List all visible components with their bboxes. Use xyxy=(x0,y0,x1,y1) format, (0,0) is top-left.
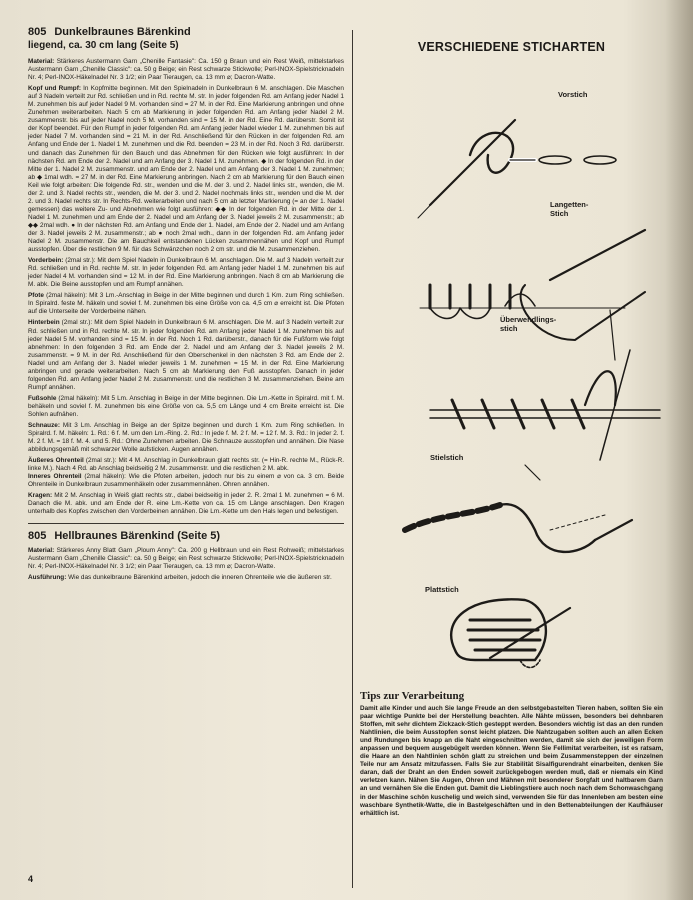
section2-ausfuehrung-paragraph: Ausführung: Wie das dunkelbraune Bärenkind arbeiten, jedoch die inneren Ohrenteile wie die äußeren str. xyxy=(28,573,332,581)
vorderbein-paragraph: Vorderbein: (2mal str.): Mit dem Spiel Nadeln in Dunkelbraun 6 M. anschlagen. Die M. auf 3 Nadeln verteilt zur Rd. schließen und in Rd. rechte M. str. In jeder folgenden Rd. am Anfang jeder Nadel 1 M. zunehmen bis auf jeder Nadel 4 M. vorhanden sind = 12 M. in der Rd. Eine Markierung anbringen. Nach 8 cm ab Markierung die M. abk. Die Beine ausstopfen und am Rumpf annähen. xyxy=(28,257,344,289)
stielstich-label: Stielstich xyxy=(430,453,464,462)
section1-heading xyxy=(28,26,344,39)
material-paragraph: Material: Stärkeres Austermann Garn „Chenille Fantasie": Ca. 150 g Braun und ein Rest Weiß, mittelstarkes Austermann Garn „Chenille Classic": ca. 50 g Beige; ein Rest schwarze Stickwolle; Perl-INOX-Spielstricknadeln Nr. 4; Perl-INOX-Häkelnadel Nr. 3 1/2; ein Paar Tieraugen, ca. 13 mm ⌀; Dacron-Watte. xyxy=(28,58,344,82)
page-number: 4 xyxy=(28,874,34,884)
langettenstich-illustration xyxy=(420,230,645,360)
section1-subtitle: liegend, ca. 30 cm lang (Seite 5) xyxy=(28,40,179,51)
kragen-paragraph: Kragen: Mit 2 M. Anschlag in Weiß glatt rechts str., dabei beidseitig in jeder 2. R. 2mal 1 M. zunehmen = 6 M. Danach die M. abk. und am Ende der R. eine Lm.-Kette von ca. 15 cm Länge anschlagen. Den Kragen unterhalb des Kopfes zwischen den Vorderbeinen annähen. Die Lm.-Kette um den Hals legen und befestigen. xyxy=(28,492,344,516)
stitches-column xyxy=(360,40,663,890)
fusssohle-paragraph: Fußsohle (2mal häkeln): Mit 5 Lm. Anschlag in Beige in der Mitte beginnen. Die Lm.-Kette in Spiralrd. mit f. M. behäkeln und soviel f. M. zunehmen bis eine Größe von ca. 5,5 cm Länge und 4 cm Breite erreicht ist. Die Sohlen aufnähen. xyxy=(28,394,344,418)
stitch-illustrations xyxy=(360,60,663,690)
stitches-title: VERSCHIEDENE STICHARTEN xyxy=(417,40,606,54)
pattern-instructions-column xyxy=(28,26,344,896)
ueberwendlingsstich-illustration xyxy=(430,350,660,460)
tips-heading: Tips zur Verarbeitung xyxy=(360,690,465,702)
kopf-rumpf-paragraph: Kopf und Rumpf: In Kopfmitte beginnen. Mit den Spielnadeln in Dunkelbraun 6 M. anschlagen. Die Maschen auf 3 Nadeln verteilt zur Rd. schließen und in Rd. rechte M. str. In jeder folgenden Rd. am Anfang jeder Nadel 1 M. zunehmen bis auf jeder Nadel 9 M. vorhanden sind = 27 M. in der Rd. Eine Markierung anbringen und ohne Zunehmen weiterarbeiten. Nach 5 cm ab Markierung in jeder folgenden Rd. am Anfang jeder Nadel 2 M. zusammenstr. bis auf jeder Nadel noch 5 M. vorhanden sind = 15 M. in der Rd. Eine Rd. darüberstr. Somit ist der Kopf beendet. Für den Rumpf in jeder folgenden Rd. am Anfang jeder Nadel wieder 1 M. zunehmen bis auf jeder Nadel 7 M. vorhanden sind = 21 M. in der Rd. Anschließend für den Rücken in der folgenden Rd. am Anfang und Ende der 1. Nadel 1 M. zunehmen und die Rd. beenden = 23 M. in der Rd. Noch 3 Rd. darüberstr. und danach das Zunehmen für den Bauch und das Abnehmen für den Rücken wie folgt ausführen: In der nächsten Rd. am Ende der 2. Nadel und am Anfang der 3. Nadel 1 M. zunehmen. ◆ In der folgenden Rd. in der Mitte der 1. Nadel 2 M. zusammenstr. und am Ende der 2. Nadel und am Anfang der 3. Nadel 1 M. zunehmen; ab ◆ 1mal wdh. = 27 M. in der Rd. Eine Markierung anbringen. Nach 2 cm ab Markierung für den Bauch einen Keil wie folgt arbeiten: Die folgende Rd. str., wenden und die M. der 3. und 2. Nadel links str., wenden, die M. der 2. und 3. Nadel rechts str., wenden, die M. der 3. und 2. Nadel nochmals links str., wenden und die M. der 2. und 3. Nadel rechts str. In Rechts-Rd. weiterarbeiten und nach 5 cm ab letzter Markierung (= an der 1. Nadel gemessen) das weitere Zu- und Abnehmen wie folgt ausführen: ◆◆ In der folgenden Rd. in der Mitte der 1. Nadel 1 M. zunehmen und am Ende der 2. Nadel und am Anfang der 3. Nadel jeweils 2 M. zusammenstr.; ab ◆◆ 2mal wdh. ● In der nächsten Rd. am Anfang und Ende der 1. Nadel, am Ende der 2. Nadel und am Anfang der 3. Nadel jeweils 2 M. zusammenstr.; ab ● noch 2mal wdh., dann in der folgenden Rd. am Anfang jeder Nadel 2 M. zusammenstr. Die am Bauchkeil entstandenen Lücken zusammennähen und Kopf und Rumpf ausstopfen. Über die restlichen 9 M. für das Schwänzchen noch 2 cm str. und die M. zusammenziehen. xyxy=(28,85,344,254)
section2-material-paragraph: Material: Stärkeres Anny Blatt Garn „Ploum Anny": Ca. 200 g Hellbraun und ein Rest Rohweiß; mittelstarkes Austermann Garn „Chenille Classic": ca. 50 g Beige; ein Rest schwarze Stickwolle; Perl-INOX-Spielstricknadeln Nr. 4; Perl-INOX-Häkelnadel Nr. 3 1/2; ein Paar Tieraugen, ca. 13 mm ⌀; Dacron-Watte. xyxy=(28,546,344,570)
ueberwendlingsstich-label: Überwendlings- stich xyxy=(500,315,557,333)
langettenstich-label: Langetten- Stich xyxy=(550,200,589,218)
schnauze-paragraph: Schnauze: Mit 3 Lm. Anschlag in Beige an der Spitze beginnen und durch 1 Km. zum Ring schließen. In Spiralrd. f. M. häkeln: 1. Rd.: 6 f. M. um den Lm.-Ring. 2. Rd.: In jede f. M. 2 f. M. = 12 f. M. 3. Rd.: In jeder 2. f. M. 2 f. M. = 18 f. M. 4. und 5. Rd.: Ohne Zunehmen arbeiten. Die Schnauze ausstopfen und annähen. Die Nase abbildungsgemäß mit schwarzer Wolle aufsticken. Augen annähen. xyxy=(28,422,344,454)
ohr-innen-paragraph: Inneres Ohrenteil (2mal häkeln): Wie die Pfoten arbeiten, jedoch nur bis zu einem ⌀ von ca. 3 cm. Beide Ohrenteile in Dunkelbraun zusammenhäkeln oder zusammennähen. Ohren annähen. xyxy=(28,473,344,489)
section2-number: 805 xyxy=(28,529,47,542)
plattstich-label: Plattstich xyxy=(425,585,459,594)
vorstich-label: Vorstich xyxy=(558,90,588,99)
page-fold-shadow xyxy=(665,0,693,900)
section-divider xyxy=(28,523,344,524)
section2-heading xyxy=(28,530,344,543)
stitch-drawings xyxy=(360,60,663,690)
pfote-paragraph: Pfote (2mal häkeln): Mit 3 Lm.-Anschlag in Beige in der Mitte beginnen und durch 1 Km. zum Ring schließen. In Spiralrd. feste M. häkeln und soviel f. M. zunehmen bis eine Größe von ca. 4,5 cm ⌀ erreicht ist. Die Pfoten auf die Unterseite der Vorderbeine nähen. xyxy=(28,292,344,316)
section1-title: Dunkelbraunes Bärenkind xyxy=(54,26,191,38)
ohr-aussen-paragraph: Äußeres Ohrenteil (2mal str.): Mit 4 M. Anschlag in Dunkelbraun glatt rechts str. (= Hin-R. rechte M., Rück-R. linke M.). Nach 4 Rd. ab Anschlag beidseitig 2 M. zusammenstr. und die restlichen 2 M. abk. xyxy=(28,457,344,473)
section1-number: 805 xyxy=(28,26,47,38)
column-divider xyxy=(352,30,353,888)
tips-paragraph: Damit alle Kinder und auch Sie lange Freude an den selbstgebastelten Tieren haben, sollten Sie ein paar wichtige Punkte bei der Herstellung beachten. Alle Nähte müssen, besonders bei dehnbaren Stoffen, mit sehr dichtem Zickzack-Stich gesteppt werden. Besonders wichtig ist das an den runden Nahtlinien, die beim Ausstopfen sonst leicht platzen. Die Nahtzugaben sollten auch an allen Ecken und Rundungen bis knapp an die Naht eingeschnitten werden, damit sie sich der jeweiligen Form anpassen und bequem ausgebügelt werden können. Wenn Sie Fellimitat verarbeiten, ist es ratsam, die Haare an den Nahtlinien schön glatt zu streichen und beim Zusammensteppen der einzelnen Teile nur am Ansatz mitzufassen. Falls Sie zur Stabilität Sisalfigurendraht einarbeiten, denken Sie daran, daß der Draht an den Enden soweit zurückgebogen werden muß, daß er niemals ein Kind verletzen kann. Nähen Sie Augen, Ohren und Mähnen mit besonderer Sorgfalt und haltbarem Garn an und vernähen Sie die Enden gut. Damit die Lieblingstiere auch noch nach dem Schonwaschgang in der Maschine schön kuschelig und weich sind, verwenden Sie für das Innenleben am besten eine waschbare Synthetik-Watte, die in Bastelgeschäften und in den Bettenabteilungen der Kaufhäuser erhältlich ist. xyxy=(360,705,663,817)
stielstich-illustration xyxy=(405,465,632,552)
plattstich-illustration xyxy=(451,599,570,667)
section2-title: Hellbraunes Bärenkind (Seite 5) xyxy=(54,529,221,542)
hinterbein-paragraph: Hinterbein (2mal str.): Mit dem Spiel Nadeln in Dunkelbraun 6 M. anschlagen. Die M. auf 3 Nadeln verteilt zur Rd. schließen und in Rd. rechte M. str. In jeder folgenden Rd. am Anfang jeder Nadel 1 M. zunehmen bis auf jeder Nadel 5 M. vorhanden sind = 15 M. in der Rd. Noch 1 Rd. darüberstr., danach für die Fußform wie folgt abnehmen: In den folgenden 3 Rd. am Ende der 2. Nadel und am Anfang der 3. Nadel jeweils 2 M. zusammenstr. = 9 M. in der Rd. Anschließend für den Oberschenkel in den nächsten 3 Rd. am Ende der 2. Nadel und am Anfang der 3. Nadel wieder jeweils 1 M. zunehmen = 15 M. in der Rd. Eine Markierung anbringen und gerade weiterarbeiten. Nach 5 cm ab Markierung den Fuß ausstopfen. Danach in jeder folgenden Rd. am Anfang jeder Nadel 2 M. zusammenstr. und die restlichen 3 M. zusammenziehen. Beine am Rumpf annähen. xyxy=(28,319,344,391)
